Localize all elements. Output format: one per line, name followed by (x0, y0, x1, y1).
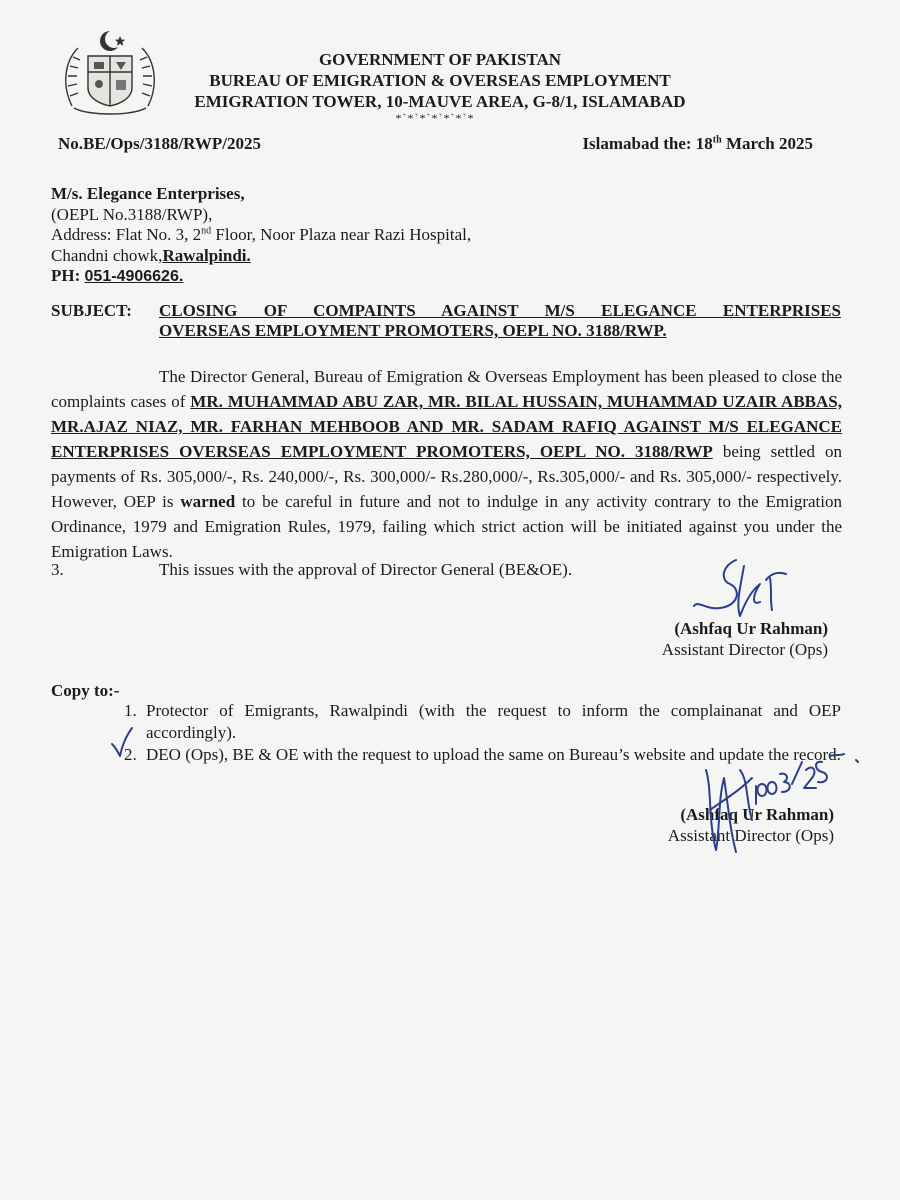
header-separator: *`*`*`*`*`*`* (395, 111, 475, 125)
addressee-name: M/s. Elegance Enterprises, (51, 184, 245, 203)
handwritten-signature-icon (694, 560, 786, 616)
paragraph-3-number: 3. (51, 560, 64, 579)
copy-to-list (124, 700, 841, 766)
addressee-address-line2: Chandni chowk,Rawalpindi. (51, 245, 251, 265)
reference-number: No.BE/Ops/3188/RWP/2025 (58, 134, 261, 153)
addressee-city: Rawalpindi. (162, 245, 251, 265)
paragraph-3-text: This issues with the approval of Director General (BE&OE). (159, 560, 573, 579)
addressee-block (51, 184, 471, 288)
copy-to-item: 2. DEO (Ops), BE & OE with the request to upload the same on Bureau’s website and update the record. (124, 745, 841, 764)
addressee-phone: PH: 051-4906626. (51, 266, 184, 285)
letter-body (51, 364, 842, 564)
body-paragraph: The Director General, Bureau of Emigration & Overseas Employment has been pleased to close the complaints cases of MR. MUHAMMAD ABU ZAR, MR. BILAL HUSSAIN, MUHAMMAD UZAIR ABBAS, MR.AJAZ NIAZ, MR. FARHAN MEHBOOB AND MR. SADAM RAFIQ AGAINST M/S ELEGANCE ENTERPRISES OVERSEAS EMPLOYMENT PROMOTERS, OEPL NO. 3188/RWP being settled on payments of Rs. 305,000/-, Rs. 240,000/-, Rs. 300,000/- Rs.280,000/-, Rs.305,000/- and Rs. 305,000/- respectively. However, OEP is warned to be careful in future and not to indulge in any activity contrary to the Emigration Ordinance, 1979 and Emigration Rules, 1979, failing which strict action will be initiated against you under the Emigration Laws. (51, 367, 842, 561)
state-emblem-icon (58, 26, 162, 118)
signatory-title-copy: Assistant Director (Ops) (667, 826, 834, 845)
warned-text: warned (180, 492, 236, 511)
signature-block-copy (668, 804, 834, 846)
signatory-name: (Ashfaq Ur Rahman) (674, 619, 828, 638)
subject-text: CLOSING OF COMPAINTS AGAINST M/S ELEGANCE ENTERPRISES OVERSEAS EMPLOYMENT PROMOTERS, OEPL NO. 3188/RWP. (159, 301, 841, 340)
complainant-names: MR. MUHAMMAD ABU ZAR, MR. BILAL HUSSAIN, MUHAMMAD UZAIR ABBAS, MR.AJAZ NIAZ, MR. FARHAN MEHBOOB AND MR. SADAM RAFIQ AGAINST M/S ELEGANCE ENTERPRISES OVERSEAS EMPLOYMENT PROMOTERS, OEPL NO. 3188/RWP (51, 392, 842, 461)
signatory-name-copy: (Ashfaq Ur Rahman) (680, 805, 834, 824)
signatory-title: Assistant Director (Ops) (661, 640, 828, 659)
header-bureau: BUREAU OF EMIGRATION & OVERSEAS EMPLOYMENT (209, 71, 671, 90)
signature-block (662, 618, 828, 660)
subject-label: SUBJECT: (51, 301, 132, 320)
copy-to-item: 1. Protector of Emigrants, Rawalpindi (with the request to inform the complainanat and OEP accordingly). (124, 701, 841, 742)
copy-to-label: Copy to:- (51, 681, 120, 700)
addressee-oepl: (OEPL No.3188/RWP), (51, 204, 213, 224)
header-government: GOVERNMENT OF PAKISTAN (318, 50, 562, 69)
addressee-address: Address: Flat No. 3, 2nd Floor, Noor Plaza near Razi Hospital, (51, 225, 472, 244)
letter-date: Islamabad the: 18th March 2025 (582, 134, 813, 153)
header-address: EMIGRATION TOWER, 10-MAUVE AREA, G-8/1, ISLAMABAD (194, 92, 686, 111)
